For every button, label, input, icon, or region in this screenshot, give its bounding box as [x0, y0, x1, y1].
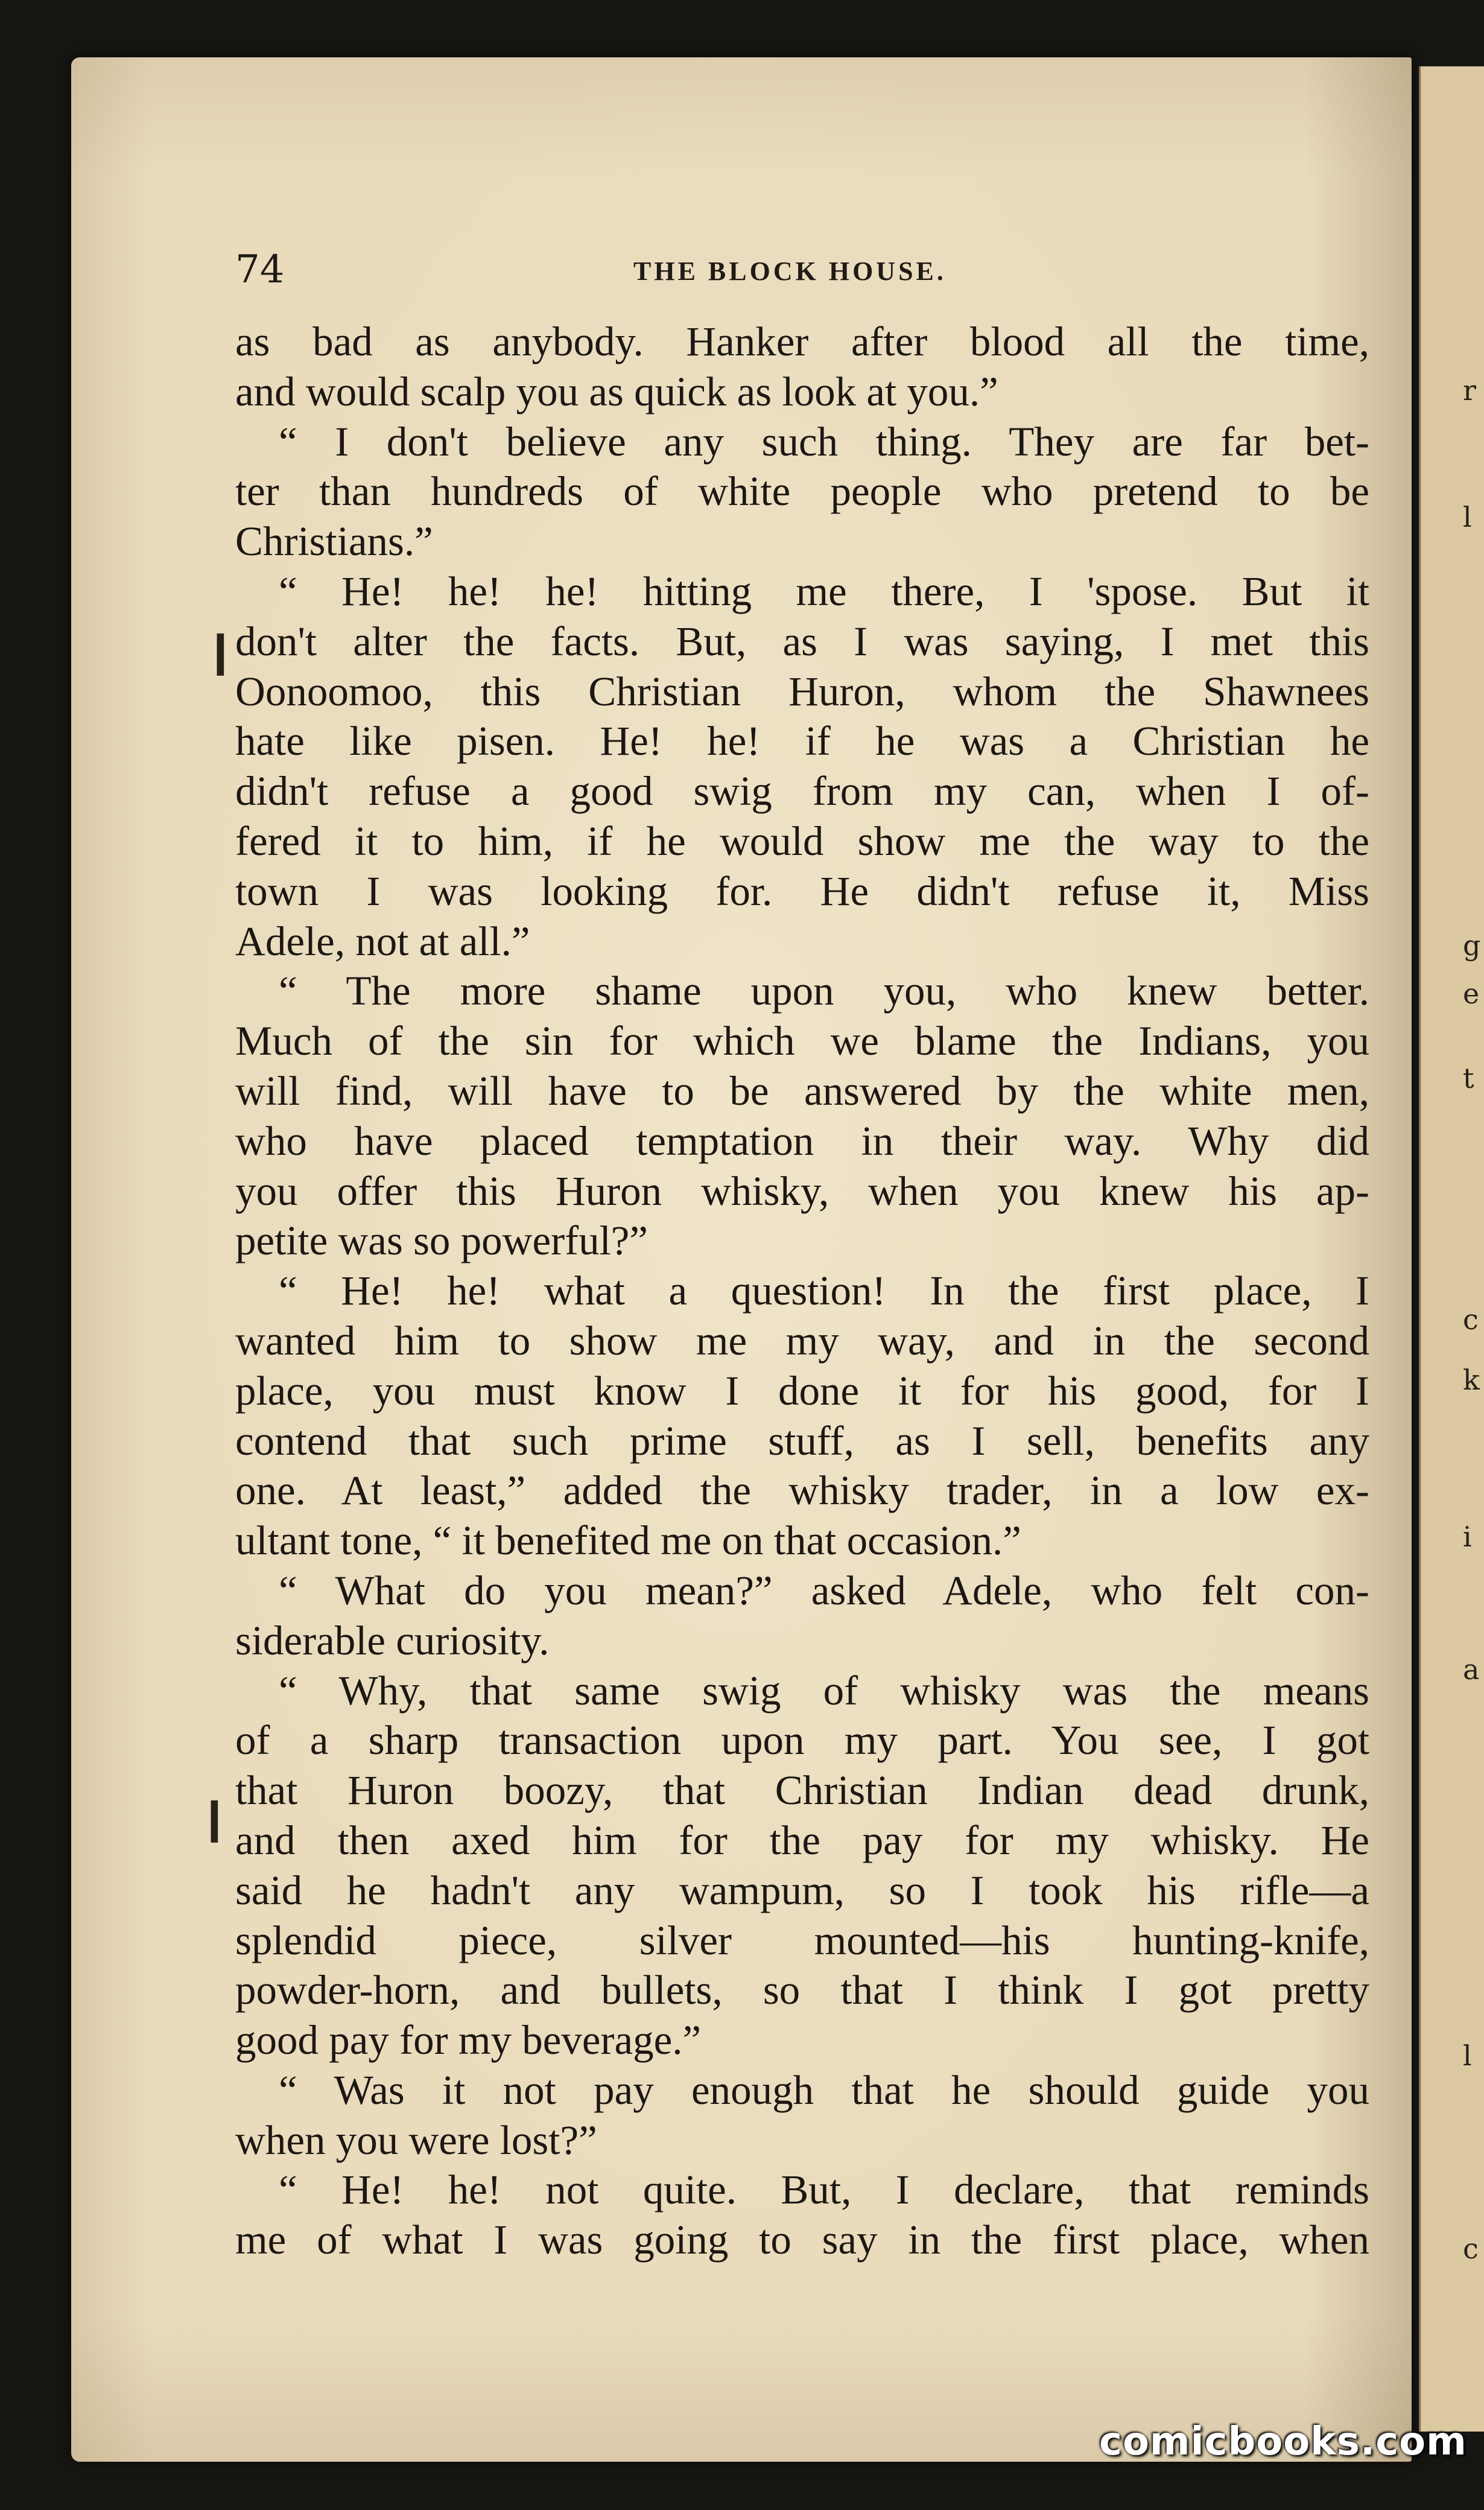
text-line: ultant tone, “ it benefited me on that occasion.” — [235, 1517, 1021, 1564]
text-line: and then axed him for the pay for my whisky. He — [235, 1817, 1369, 1863]
text-line: “ He! he! not quite. But, I declare, that reminds — [279, 2167, 1369, 2213]
text-line: don't alter the facts. But, as I was saying, I met this — [235, 618, 1369, 664]
text-line: will find, will have to be answered by the white men, — [235, 1067, 1369, 1114]
facing-page-fragment: e — [1463, 977, 1480, 1010]
text-line: and would scalp you as quick as look at you.” — [235, 368, 998, 415]
text-line: Oonoomoo, this Christian Huron, whom the Shawnees — [235, 668, 1369, 714]
text-line: me of what I was going to say in the first place, when — [235, 2217, 1369, 2263]
facing-page-fragment: l — [1463, 501, 1472, 533]
text-line: good pay for my beverage.” — [235, 2017, 702, 2064]
margin-mark: ❙ — [197, 1793, 232, 1843]
text-line: Christians.” — [235, 518, 433, 565]
text-line: “ Why, that same swig of whisky was the means — [279, 1667, 1369, 1714]
facing-page-fragment: c — [1463, 1303, 1479, 1336]
body-text — [235, 317, 1369, 2265]
facing-page-fragment: l — [1463, 2039, 1472, 2072]
text-line: Much of the sin for which we blame the Indians, you — [235, 1018, 1369, 1064]
page-header — [235, 247, 1369, 302]
text-line: of a sharp transaction upon my part. You see, I got — [235, 1717, 1369, 1764]
text-line: didn't refuse a good swig from my can, when I of- — [235, 768, 1369, 815]
running-head: THE BLOCK HOUSE. — [633, 256, 947, 286]
facing-page-fragment: i — [1463, 1520, 1472, 1553]
watermark: comicbooks.com — [1099, 2419, 1467, 2464]
text-line: as bad as anybody. Hanker after blood all the time, — [235, 319, 1369, 364]
text-line: ter than hundreds of white people who pretend to be — [235, 468, 1369, 515]
facing-page-edge — [1419, 66, 1484, 2432]
text-line: town I was looking for. He didn't refuse it, Miss — [235, 868, 1369, 914]
margin-mark: ❙ — [203, 626, 238, 676]
page-number: 74 — [235, 247, 285, 292]
text-line: contend that such prime stuff, as I sell, benefits any — [235, 1417, 1369, 1464]
text-line: Adele, not at all.” — [235, 918, 530, 964]
text-line: “ He! he! he! hitting me there, I 'spose. But it — [279, 568, 1369, 614]
text-line: petite was so powerful?” — [235, 1218, 648, 1264]
text-line: hate like pisen. He! he! if he was a Christian he — [235, 718, 1369, 764]
facing-page-fragment: a — [1463, 1653, 1480, 1686]
text-line: “ I don't believe any such thing. They are far bet- — [279, 418, 1369, 465]
text-line: “ The more shame upon you, who knew better. — [279, 968, 1369, 1014]
text-line: fered it to him, if he would show me the way to the — [235, 818, 1369, 864]
facing-page-fragment: k — [1463, 1364, 1480, 1396]
text-line: one. At least,” added the whisky trader, in a low ex- — [235, 1467, 1369, 1514]
text-line: when you were lost?” — [235, 2117, 597, 2163]
text-line: splendid piece, silver mounted—his hunting-knife, — [235, 1917, 1369, 1963]
facing-page-fragment: t — [1463, 1062, 1474, 1095]
text-line: who have placed temptation in their way. Why did — [235, 1117, 1369, 1164]
text-line: said he hadn't any wampum, so I took his rifle—a — [235, 1867, 1369, 1913]
text-line: “ What do you mean?” asked Adele, who felt con- — [279, 1567, 1369, 1613]
facing-page-fragment: r — [1463, 374, 1476, 407]
text-line: you offer this Huron whisky, when you knew his ap- — [235, 1168, 1369, 1214]
text-line: wanted him to show me my way, and in the second — [235, 1317, 1369, 1364]
text-line: powder-horn, and bullets, so that I think I got pretty — [235, 1967, 1369, 2013]
text-line: place, you must know I done it for his good, for I — [235, 1367, 1369, 1414]
text-line: siderable curiosity. — [235, 1617, 550, 1663]
text-line: “ Was it not pay enough that he should guide you — [279, 2067, 1369, 2113]
facing-page-fragment: c — [1463, 2232, 1479, 2265]
text-line: “ He! he! what a question! In the first place, I — [279, 1268, 1369, 1314]
text-line: that Huron boozy, that Christian Indian dead drunk, — [235, 1767, 1369, 1814]
facing-page-fragment: g — [1463, 929, 1481, 962]
